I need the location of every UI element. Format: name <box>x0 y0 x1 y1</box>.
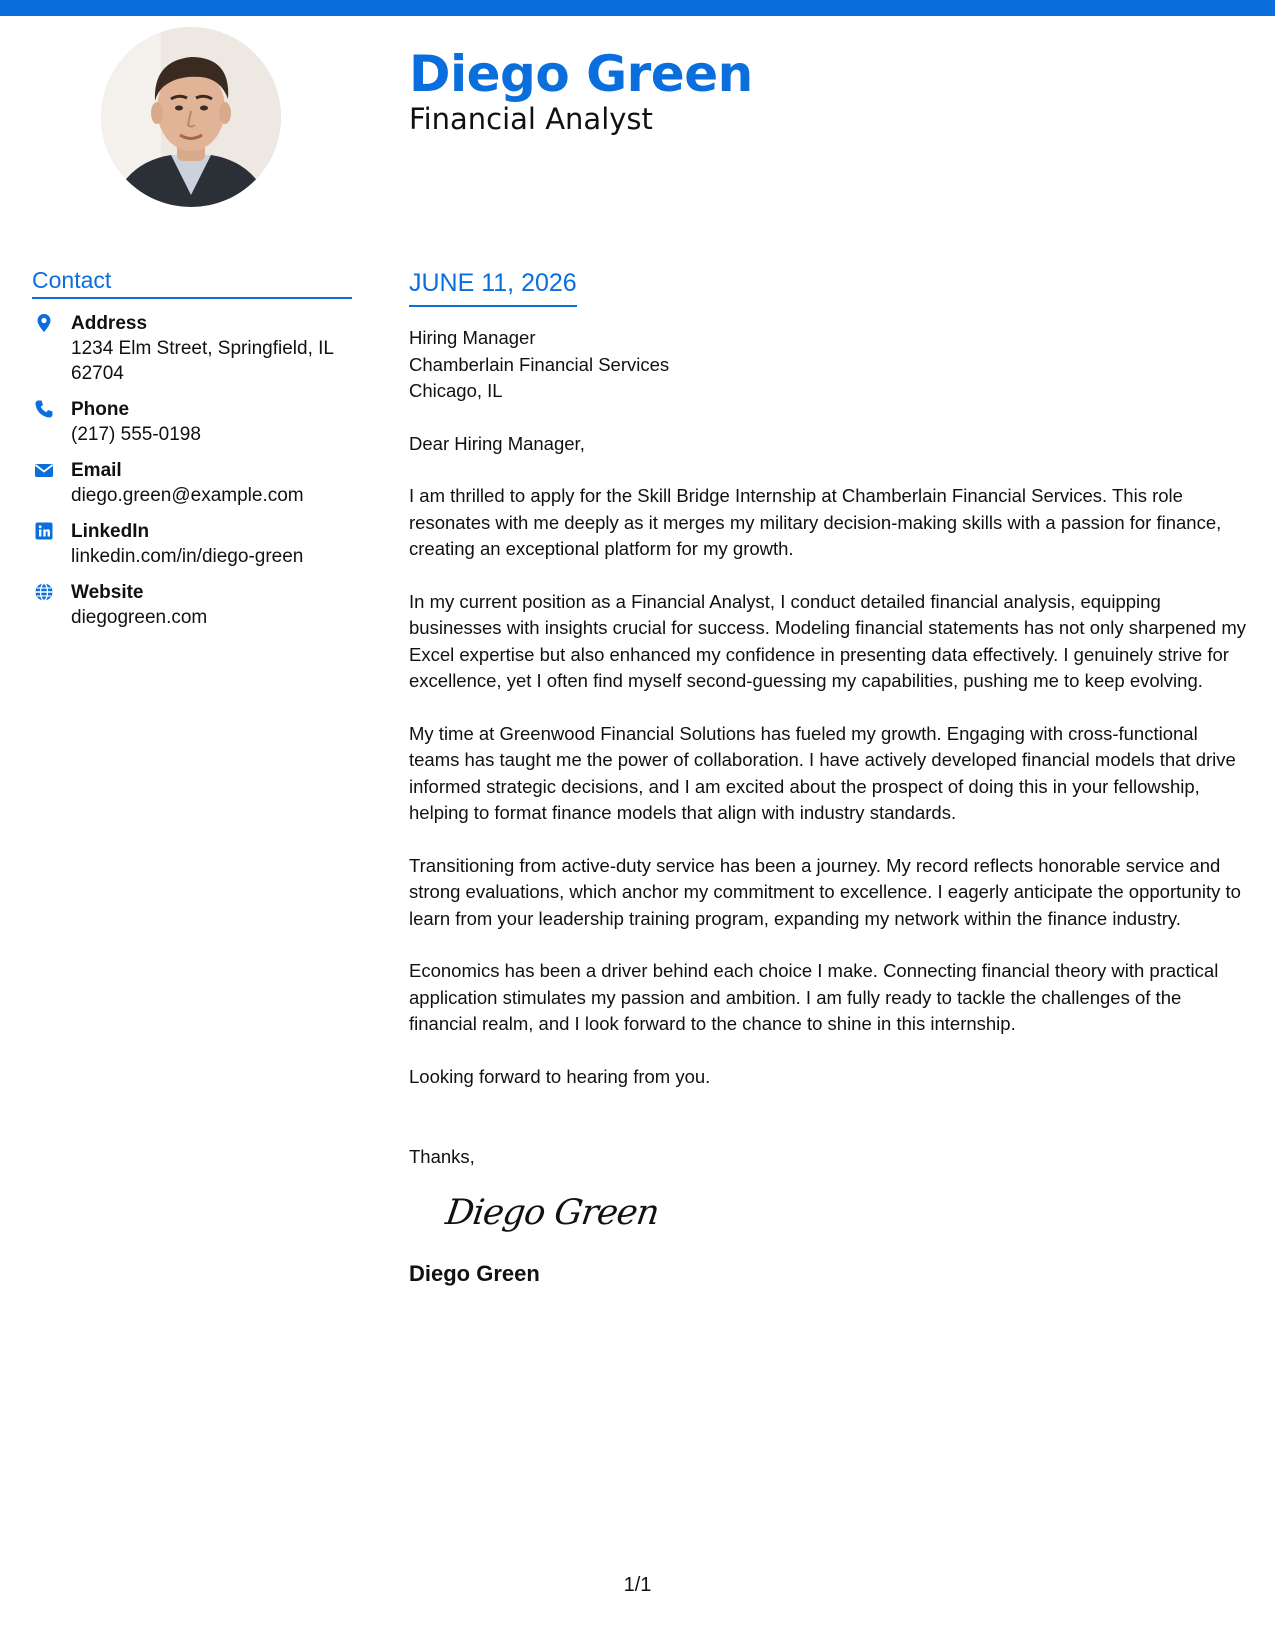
page-number: 1/1 <box>623 1574 652 1596</box>
contact-label: Website <box>71 582 144 603</box>
applicant-name: Diego Green <box>409 45 753 103</box>
paragraph: In my current position as a Financial Analyst, I conduct detailed financial analysis, equipping businesses with insights crucial for success. Modeling financial statements has not only sharpened my Excel expertise but also enhanced my confidence in presenting data effectively. I genuinely strive for excellence, yet I often find myself second-guessing my capabilities, pushing me to keep evolving. <box>409 590 1247 691</box>
paragraph: Transitioning from active-duty service has been a journey. My record reflects honorable service and strong evaluations, which anchor my commitment to excellence. I eagerly anticipate the opportunity to learn from your leadership training program, expanding my network within the finance industry. <box>409 854 1241 929</box>
phone-value: (217) 555-0198 <box>71 424 201 445</box>
linkedin-icon <box>34 521 54 541</box>
recipient-line: Hiring Manager <box>409 327 536 348</box>
applicant-title: Financial Analyst <box>409 102 653 136</box>
signer-name: Diego Green <box>409 1260 540 1286</box>
letter-body <box>409 266 1249 1289</box>
contact-label: Email <box>71 460 122 481</box>
map-pin-icon <box>34 313 54 333</box>
contact-linkedin <box>32 519 352 569</box>
recipient-block <box>409 325 1249 405</box>
contact-heading: Contact <box>32 264 352 299</box>
linkedin-value[interactable]: linkedin.com/in/diego-green <box>71 546 304 567</box>
header <box>409 44 753 138</box>
contact-website <box>32 580 352 630</box>
envelope-icon <box>34 460 54 480</box>
address-value: 1234 Elm Street, Springfield, IL 62704 <box>71 338 334 384</box>
recipient-line: Chamberlain Financial Services <box>409 353 670 375</box>
portrait-image <box>101 27 281 207</box>
salutation: Dear Hiring Manager, <box>409 432 585 454</box>
globe-icon <box>34 582 54 602</box>
email-value[interactable]: diego.green@example.com <box>71 485 304 506</box>
letter-date: JUNE 11, 2026 <box>409 266 577 307</box>
contact-label: Address <box>71 313 148 334</box>
profile-photo <box>101 27 281 207</box>
contact-email <box>32 458 352 508</box>
contact-phone <box>32 397 352 447</box>
recipient-line: Chicago, IL <box>409 380 503 401</box>
paragraph: Looking forward to hearing from you. <box>409 1065 711 1087</box>
paragraph: Economics has been a driver behind each choice I make. Connecting financial theory with practical application stimulates my passion and ambition. I am fully ready to tackle the challenges of the financial realm, and I look forward to the chance to shine in this internship. <box>409 960 1219 1034</box>
paragraph: My time at Greenwood Financial Solutions has fueled my growth. Engaging with cross-functional teams has taught me the power of collaboration. I have actively developed financial models that drive informed strategic decisions, and I am excited about the prospect of doing this in your fellowship, helping to format finance models that align with industry standards. <box>409 722 1236 823</box>
phone-icon <box>34 399 54 419</box>
handwritten-signature: Diego Green <box>443 1192 662 1233</box>
contact-sidebar <box>32 264 352 641</box>
top-accent-bar <box>0 0 1275 16</box>
contact-label: LinkedIn <box>71 521 150 542</box>
contact-address <box>32 311 352 386</box>
contact-label: Phone <box>71 399 130 420</box>
closing: Thanks, <box>409 1146 475 1167</box>
website-value[interactable]: diegogreen.com <box>71 607 208 628</box>
paragraph: I am thrilled to apply for the Skill Bridge Internship at Chamberlain Financial Services. This role resonates with me deeply as it merges my military decision-making skills with a passion for finance, creating an exceptional platform for my growth. <box>409 485 1222 559</box>
